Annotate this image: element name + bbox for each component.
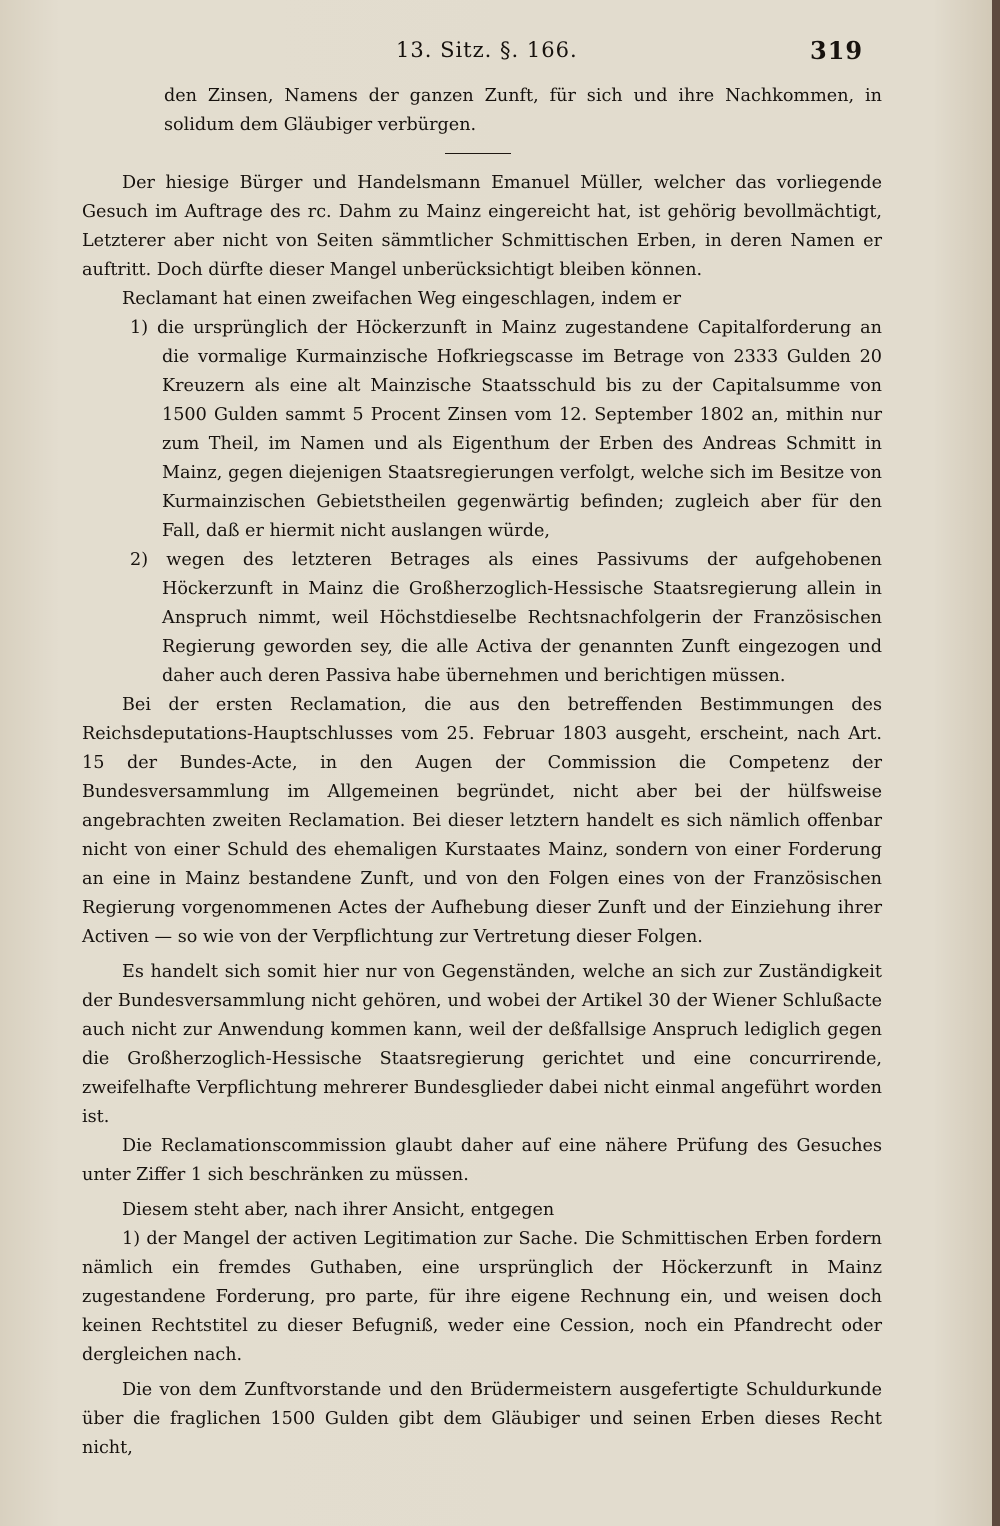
paragraph: Reclamant hat einen zweifachen Weg eingeschlagen, indem er bbox=[122, 289, 682, 309]
enumerated-item: 1) die ursprünglich der Höckerzunft in Mainz zugestandene Capitalforderung an die vormalige Kurmainzische Hofkriegscasse im Betrage von 2333 Gulden 20 Kreuzern als eine alt Mainzische Staatsschuld bis zu der Capitalsumme von 1500 Gulden sammt 5 Procent Zinsen vom 12. September 1802 an, mithin nur zum Theil, im Namen und als Eigenthum der Erben des Andreas Schmitt in Mainz, gegen diejenigen Staatsregierungen verfolgt, welche sich im Besitze von Kurmainzischen Gebietstheilen gegenwärtig befinden; zugleich aber für den Fall, daß er hiermit nicht auslangen würde, bbox=[130, 318, 882, 541]
enumerated-item: 1) der Mangel der activen Legitimation zur Sache. Die Schmittischen Erben fordern nämlich ein fremdes Guthaben, eine ursprünglich der Höckerzunft in Mainz zugestandene Forderung, pro parte, für ihre eigene Rechnung ein, und weisen doch keinen Rechtstitel zu dieser Befugniß, weder eine Cession, noch ein Pfandrecht oder dergleichen nach. bbox=[82, 1229, 882, 1365]
page-number: 319 bbox=[810, 36, 864, 65]
paragraph: Diesem steht aber, nach ihrer Ansicht, entgegen bbox=[122, 1200, 555, 1220]
paragraph: Die von dem Zunftvorstande und den Brüdermeistern ausgefertigte Schuldurkunde über die fraglichen 1500 Gulden gibt dem Gläubiger und seinen Erben dieses Recht nicht, bbox=[82, 1380, 882, 1458]
section-divider bbox=[445, 153, 511, 154]
page-header bbox=[0, 38, 992, 66]
running-head: 13. Sitz. §. 166. bbox=[396, 38, 578, 62]
paragraph: Es handelt sich somit hier nur von Gegenständen, welche an sich zur Zuständigkeit der Bundesversammlung nicht gehören, und wobei der Artikel 30 der Wiener Schlußacte auch nicht zur Anwendung kommen kann, weil der deßfallsige Anspruch lediglich gegen die Großherzoglich-Hessische Staatsregierung gerichtet und eine concurrirende, zweifelhafte Verpflichtung mehrerer Bundesglieder dabei nicht einmal angeführt worden ist. bbox=[82, 962, 882, 1127]
paragraph: Die Reclamationscommission glaubt daher auf eine nähere Prüfung des Gesuches unter Ziffer 1 sich beschränken zu müssen. bbox=[82, 1136, 882, 1185]
enumerated-item: 2) wegen des letzteren Betrages als eines Passivums der aufgehobenen Höckerzunft in Mainz die Großherzoglich-Hessische Staatsregierung allein in Anspruch nimmt, weil Höchstdieselbe Rechtsnachfolgerin der Französischen Regierung geworden sey, die alle Activa der genannten Zunft eingezogen und daher auch deren Passiva habe übernehmen und berichtigen müssen. bbox=[130, 550, 882, 686]
paragraph-continuation: den Zinsen, Namens der ganzen Zunft, für sich und ihre Nachkommen, in solidum dem Gläubiger verbürgen. bbox=[164, 86, 882, 135]
body-text bbox=[82, 82, 882, 1463]
paragraph: Bei der ersten Reclamation, die aus den betreffenden Bestimmungen des Reichsdeputations-Hauptschlusses vom 25. Februar 1803 ausgeht, erscheint, nach Art. 15 der Bundes-Acte, in den Augen der Commission die Competenz der Bundesversammlung im Allgemeinen begründet, nicht aber bei der hülfsweise angebrachten zweiten Reclamation. Bei dieser letztern handelt es sich nämlich offenbar nicht von einer Schuld des ehemaligen Kurstaates Mainz, sondern von einer Forderung an eine in Mainz bestandene Zunft, und von den Folgen eines von der Französischen Regierung vorgenommenen Actes der Aufhebung dieser Zunft und der Einziehung ihrer Activen — so wie von der Verpflichtung zur Vertretung dieser Folgen. bbox=[82, 695, 882, 947]
paragraph: Der hiesige Bürger und Handelsmann Emanuel Müller, welcher das vorliegende Gesuch im Auftrage des rc. Dahm zu Mainz eingereicht hat, ist gehörig bevollmächtigt, Letzterer aber nicht von Seiten sämmtlicher Schmittischen Erben, in deren Namen er auftritt. Doch dürfte dieser Mangel unberücksichtigt bleiben können. bbox=[82, 173, 882, 280]
